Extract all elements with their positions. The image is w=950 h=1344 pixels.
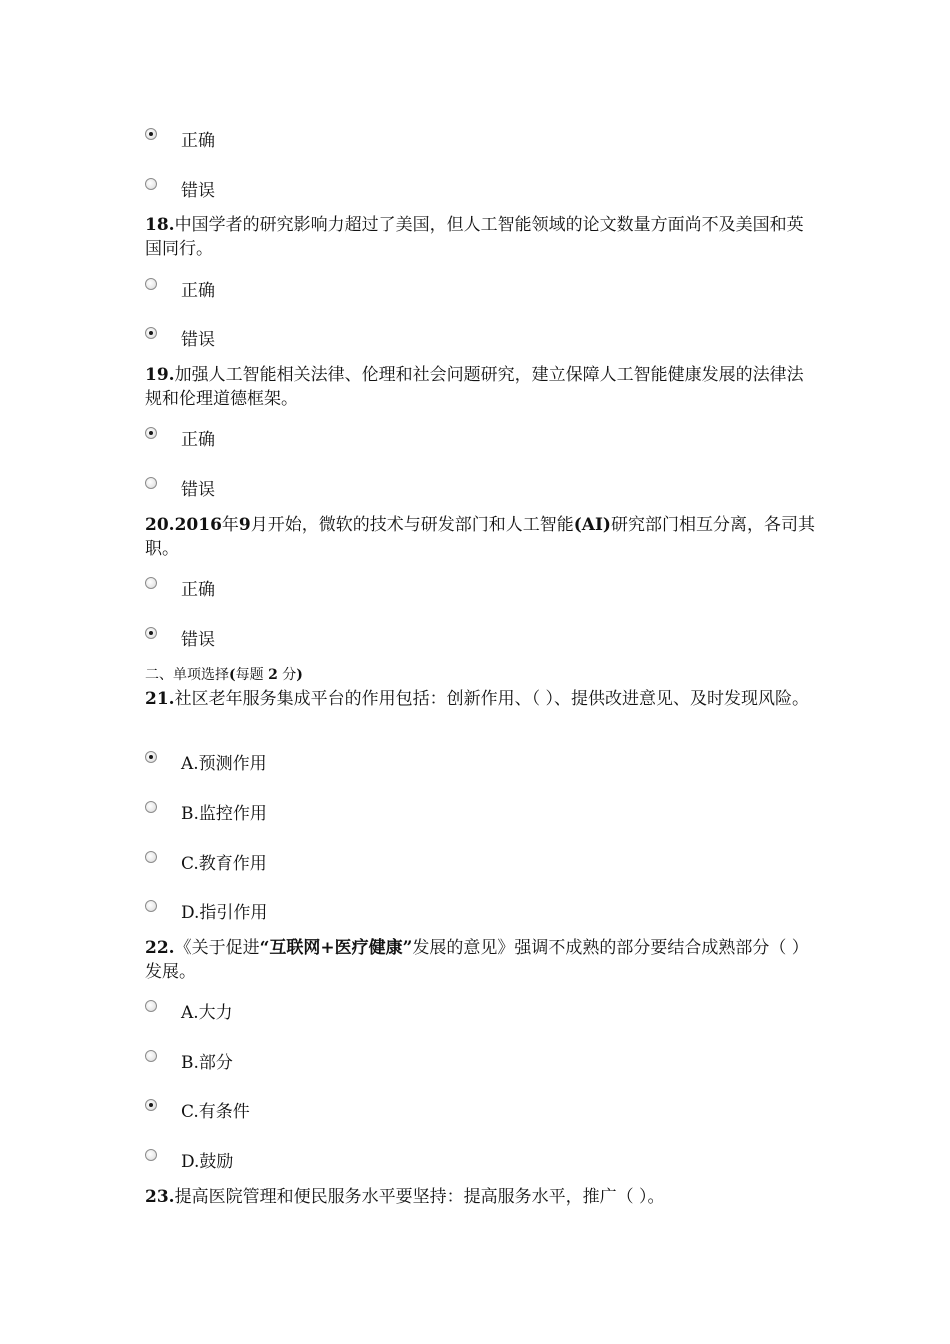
q20-option-true[interactable] — [145, 577, 545, 603]
option-label: 错误 — [181, 330, 215, 350]
ai-term: (AI) — [573, 515, 611, 535]
q21-option-a[interactable] — [145, 751, 545, 777]
q18-option-true[interactable] — [145, 278, 545, 304]
section-heading — [145, 666, 303, 684]
option-label: 正确 — [181, 430, 215, 450]
q17-option-true[interactable] — [145, 128, 545, 154]
section-title: 二、单项选择 — [145, 667, 229, 683]
option-label: 正确 — [181, 131, 215, 151]
option-label: 正确 — [181, 580, 215, 600]
option-label: 错误 — [181, 181, 215, 201]
option-label: C.教育作用 — [181, 854, 267, 874]
radio-button[interactable] — [145, 477, 157, 489]
section-note: 分 — [277, 667, 297, 683]
question-text: 提高医院管理和便民服务水平要坚持：提高服务水平，推广（ ）。 — [174, 1187, 665, 1207]
q21-option-c[interactable] — [145, 851, 545, 877]
q18-option-false[interactable] — [145, 327, 545, 353]
q22-option-c[interactable] — [145, 1099, 545, 1125]
section-paren: ( — [229, 667, 236, 683]
question-21 — [145, 687, 815, 711]
radio-button[interactable] — [145, 1099, 157, 1111]
option-label: 错误 — [181, 630, 215, 650]
q19-option-false[interactable] — [145, 477, 545, 503]
radio-button[interactable] — [145, 801, 157, 813]
question-18 — [145, 213, 815, 261]
question-20 — [145, 513, 815, 561]
question-text: 社区老年服务集成平台的作用包括：创新作用、（ ）、提供改进意见、及时发现风险。 — [174, 689, 809, 709]
section-paren: ) — [296, 667, 303, 683]
section-points: 2 — [268, 667, 278, 683]
radio-button[interactable] — [145, 1149, 157, 1161]
radio-button[interactable] — [145, 577, 157, 589]
q19-option-true[interactable] — [145, 427, 545, 453]
radio-button[interactable] — [145, 900, 157, 912]
question-text: 月开始，微软的技术与研发部门和人工智能 — [250, 515, 574, 535]
question-22 — [145, 936, 815, 984]
question-text: 研究部门相互分离，各司其职。 — [145, 515, 815, 559]
option-label: 正确 — [181, 281, 215, 301]
question-19 — [145, 363, 815, 411]
question-number: 23. — [145, 1187, 175, 1207]
radio-button[interactable] — [145, 128, 157, 140]
month-value: 9 — [238, 515, 251, 535]
q22-option-a[interactable] — [145, 1000, 545, 1026]
option-label: D.指引作用 — [181, 903, 268, 923]
option-label: C.有条件 — [181, 1102, 250, 1122]
radio-button[interactable] — [145, 627, 157, 639]
option-label: D.鼓励 — [181, 1152, 234, 1172]
question-number: 21. — [145, 689, 175, 709]
radio-button[interactable] — [145, 327, 157, 339]
question-text: 中国学者的研究影响力超过了美国，但人工智能领域的论文数量方面尚不及美国和英国同行。 — [145, 215, 804, 259]
radio-button[interactable] — [145, 178, 157, 190]
q22-option-b[interactable] — [145, 1050, 545, 1076]
radio-button[interactable] — [145, 278, 157, 290]
question-number: 20. — [145, 515, 175, 535]
radio-button[interactable] — [145, 751, 157, 763]
option-label: A.大力 — [181, 1003, 233, 1023]
option-label: B.部分 — [181, 1053, 233, 1073]
radio-button[interactable] — [145, 851, 157, 863]
question-number: 19. — [145, 365, 175, 385]
question-text: 年 — [221, 515, 239, 535]
option-label: A.预测作用 — [181, 754, 267, 774]
section-note: 每题 — [235, 667, 269, 683]
year-value: 2016 — [174, 515, 222, 535]
question-number: 18. — [145, 215, 175, 235]
question-text: 《关于促进 — [174, 938, 260, 958]
q17-option-false[interactable] — [145, 178, 545, 204]
q20-option-false[interactable] — [145, 627, 545, 653]
question-text: 发展的意见》强调不成熟的部分要结合成熟部分（ ）发展。 — [145, 938, 809, 982]
q21-option-b[interactable] — [145, 801, 545, 827]
radio-button[interactable] — [145, 1050, 157, 1062]
option-label: 错误 — [181, 480, 215, 500]
radio-button[interactable] — [145, 1000, 157, 1012]
question-number: 22. — [145, 938, 175, 958]
q22-option-d[interactable] — [145, 1149, 545, 1175]
quoted-term: “互联网+医疗健康” — [259, 938, 413, 958]
option-label: B.监控作用 — [181, 804, 267, 824]
question-23 — [145, 1185, 815, 1209]
q21-option-d[interactable] — [145, 900, 545, 926]
question-text: 加强人工智能相关法律、伦理和社会问题研究，建立保障人工智能健康发展的法律法规和伦理道德框架。 — [145, 365, 804, 409]
radio-button[interactable] — [145, 427, 157, 439]
